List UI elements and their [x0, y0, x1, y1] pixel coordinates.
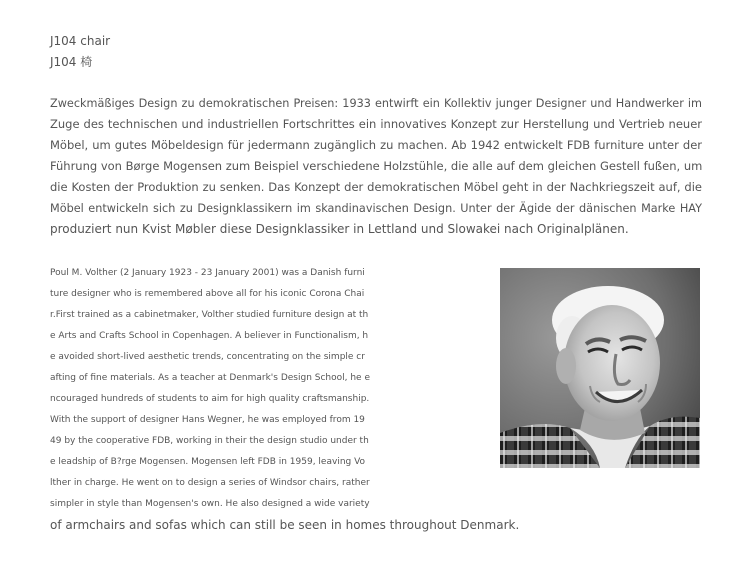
- biography-line: simpler in style than Mogensen's own. He also designed a wide variety: [50, 499, 370, 509]
- biography-line: ncouraged hundreds of students to aim for high quality craftsmanship.: [50, 394, 370, 404]
- product-title-zh: J104 椅: [50, 55, 93, 69]
- product-title-en: J104 chair: [50, 34, 111, 48]
- biography-line: Poul M. Volther (2 January 1923 - 23 January 2001) was a Danish furni: [50, 268, 365, 278]
- biography-line: afting of fine materials. As a teacher at Denmark's Design School, he e: [50, 373, 370, 383]
- biography-line: ture designer who is remembered above all for his iconic Corona Chai: [50, 289, 365, 299]
- description-line: die Kosten der Produktion zu senken. Das Konzept der demokratischen Möbel geht in der Nachkriegszeit auf, die: [50, 180, 702, 194]
- description-line: Möbel, um gutes Möbeldesign für jedermann zugänglich zu machen. Ab 1942 entwickelt FDB furniture unter der: [50, 138, 702, 152]
- description-line: produziert nun Kvist Møbler diese Designklassiker in Lettland und Slowakei nach Originalplänen.: [50, 222, 629, 236]
- biography-line: of armchairs and sofas which can still be seen in homes throughout Denmark.: [50, 518, 520, 532]
- description-line: Führung von Børge Mogensen zum Beispiel verschiedene Holzstühle, die alle auf dem gleichen Gestell fußen, um: [50, 159, 703, 173]
- product-title: [50, 31, 110, 73]
- description-line: Zuge des technischen und industriellen Fortschrittes ein innovatives Konzept zur Herstellung und Vertrieb neuer: [50, 117, 702, 131]
- biography-line: lther in charge. He went on to design a series of Windsor chairs, rather: [50, 478, 370, 488]
- description-german: [50, 93, 702, 240]
- designer-portrait-photo: [500, 268, 700, 468]
- biography-line: r.First trained as a cabinetmaker, Volther studied furniture design at th: [50, 310, 369, 320]
- description-line: Zweckmäßiges Design zu demokratischen Preisen: 1933 entwirft ein Kollektiv junger Designer und Handwerker im: [50, 97, 702, 110]
- biography-line: e leadship of B?rge Mogensen. Mogensen left FDB in 1959, leaving Vo: [50, 457, 366, 467]
- description-line: Möbel entwickeln sich zu Designklassikern im skandinavischen Design. Unter der Ägide der dänischen Marke HAY: [50, 202, 702, 215]
- biography-line: e avoided short-lived aesthetic trends, concentrating on the simple cr: [50, 352, 365, 362]
- biography-line: 49 by the cooperative FDB, working in their the design studio under th: [50, 436, 369, 446]
- biography-line: e Arts and Crafts School in Copenhagen. A believer in Functionalism, h: [50, 331, 369, 341]
- designer-biography: [50, 263, 519, 536]
- biography-line: With the support of designer Hans Wegner, he was employed from 19: [50, 415, 365, 425]
- portrait-illustration: [500, 268, 700, 468]
